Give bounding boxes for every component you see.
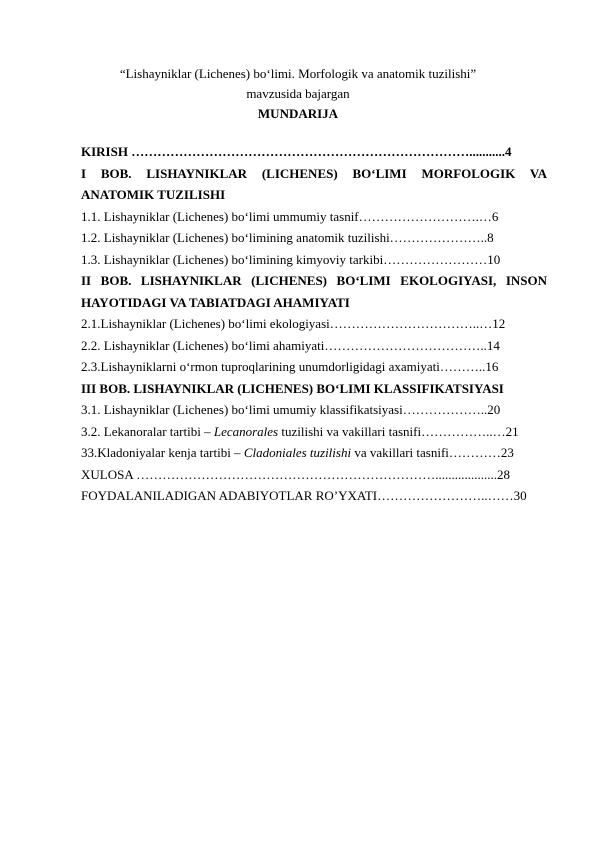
toc-entry-xulosa: XULOSA ……………………………………………………………...................28 — [81, 466, 511, 482]
toc-entry-3-2-taxon: Lecanorales — [213, 423, 279, 439]
toc-entry-3-1: 3.1. Lishayniklar (Lichenes) bo‘limi umumiy klassifikatsiyasi………………..20 — [81, 402, 501, 417]
toc-chapter-2-title: II BOB. LISHAYNIKLAR (LICHENES) BO‘LIMI EKOLOGIYASI, INSON — [81, 273, 547, 288]
document-subtitle: mavzusida bajargan — [246, 86, 350, 101]
table-of-contents — [81, 141, 547, 507]
toc-entry-2-1: 2.1.Lishayniklar (Lichenes) bo‘limi ekologiyasi……………………………..…12 — [81, 316, 506, 331]
toc-entry-references: FOYDALANILADIGAN ADABIYOTLAR RO’YXATI……………………..……30 — [81, 488, 527, 503]
document-title: “Lishayniklar (Lichenes) bo‘limi. Morfologik va anatomik tuzilishi” — [119, 66, 477, 81]
toc-entry-3-3-suffix: va vakillari tasnifi…………23 — [351, 445, 514, 460]
toc-entry-1-1: 1.1. Lishayniklar (Lichenes) bo‘limi ummumiy tasnif……………………….…6 — [81, 208, 499, 224]
toc-entry-kirish: KIRISH ……………………………………………………………………...........4 — [81, 144, 512, 159]
toc-entry-3-3-taxon: Cladoniales tuzilishi — [243, 445, 352, 460]
toc-chapter-3-title: III BOB. LISHAYNIKLAR (LICHENES) BO‘LIMI KLASSIFIKATSIYASI — [81, 380, 504, 396]
toc-entry-3-2-prefix: 3.2. Lekanoralar tartibi – — [81, 423, 214, 439]
toc-entry-1-2: 1.2. Lishayniklar (Lichenes) bo‘limining anatomik tuzilishi…………………..8 — [81, 230, 494, 245]
toc-chapter-1-title-cont: ANATOMIK TUZILISHI — [81, 187, 226, 202]
toc-entry-2-2: 2.2. Lishayniklar (Lichenes) bo‘limi ahamiyati………………………………..14 — [81, 337, 500, 353]
toc-entry-3-2 — [81, 421, 547, 443]
toc-chapter-1-title: I BOB. LISHAYNIKLAR (LICHENES) BO‘LIMI MORFOLOGIK VA — [81, 165, 547, 181]
toc-entry-1-3: 1.3. Lishayniklar (Lichenes) bo‘limining kimyoviy tarkibi……………………10 — [81, 251, 501, 267]
contents-heading: MUNDARIJA — [257, 106, 339, 121]
toc-entry-3-3 — [81, 442, 547, 464]
toc-chapter-2-title-cont: HAYOTIDAGI VA TABIATDAGI AHAMIYATI — [81, 294, 350, 310]
toc-entry-2-3: 2.3.Lishayniklarni o‘rmon tuproqlarining unumdorligidagi axamiyati………..16 — [81, 359, 499, 374]
toc-entry-3-2-suffix: tuzilishi va vakillari tasnifi……………..…21 — [278, 423, 519, 439]
toc-entry-3-3-prefix: 33.Kladoniyalar kenja tartibi – — [81, 445, 244, 460]
